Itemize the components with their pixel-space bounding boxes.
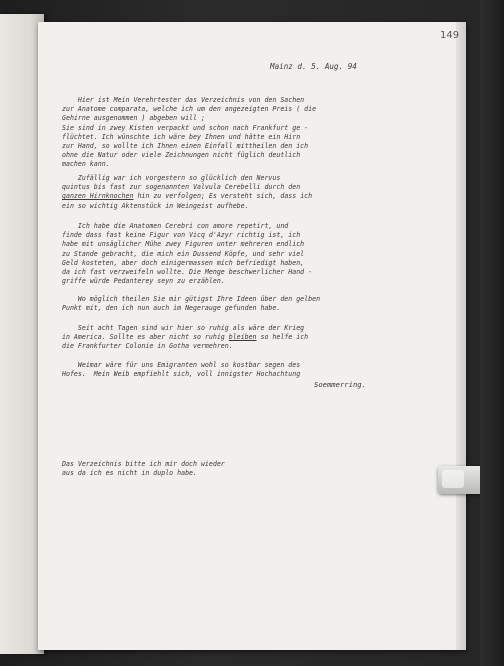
paragraph-6 <box>62 361 422 379</box>
text-segment: aus da ich es nicht in duplo habe. <box>62 469 197 478</box>
text-line <box>62 370 422 379</box>
text-segment: finde dass fast keine Figur von Vicq d'Azyr richtig ist, ich <box>62 231 301 240</box>
text-segment: die Frankfurter Colonie in Gotha vermehren. <box>62 342 233 351</box>
text-line <box>62 142 422 151</box>
text-segment: Seit acht Tagen sind wir hier so ruhig als wäre der Krieg <box>62 324 305 332</box>
paragraph-2 <box>62 174 422 211</box>
signature: Soemmerring. <box>314 380 366 389</box>
text-segment: Hofes. Mein Weib empfiehlt sich, voll innigster Hochachtung <box>62 370 301 379</box>
paragraph-4 <box>62 295 422 313</box>
text-segment: da ich fast verzweifeln wollte. Die Menge beschwerlicher Hand - <box>62 268 313 277</box>
text-segment: zur Anatome comparata, welche ich um den angezeigten Preis ( die <box>62 105 317 114</box>
text-line <box>62 324 422 333</box>
paragraph-1 <box>62 96 422 170</box>
text-line <box>62 361 422 370</box>
text-line <box>62 240 422 249</box>
text-segment: Geld kosteten, aber doch einigermassen mich befriedigt haben, <box>62 258 305 267</box>
letter-page <box>38 22 466 650</box>
text-segment: Weimar wäre für uns Emigranten wohl so kostbar segen des <box>62 361 301 369</box>
text-segment: habe mit unsäglicher Mühe zwey Figuren unter mehreren endlich <box>62 240 305 249</box>
text-segment: hin zu verfolgen; Es versteht sich, dass ich <box>133 192 313 201</box>
text-line <box>62 133 422 142</box>
text-segment: Gehirne ausgenommen ) abgeben will ; <box>62 114 205 123</box>
text-line <box>62 96 422 105</box>
text-line <box>62 192 422 201</box>
underlined-phrase: ganzen Hirnknochen <box>62 192 134 201</box>
text-line <box>62 114 422 123</box>
dateline: Mainz d. 5. Aug. 94 <box>270 62 357 71</box>
text-segment: Wo möglich theilen Sie mir gütigst Ihre Ideen über den gelben <box>62 295 321 303</box>
text-line <box>62 231 422 240</box>
text-segment: zu Stande gebracht, die mich ein Dussend Köpfe, und sehr viel <box>62 249 305 258</box>
text-line <box>62 183 422 192</box>
page-stack-edge <box>456 22 466 650</box>
text-line <box>62 160 422 169</box>
text-segment: Zufällig war ich vorgestern so glücklich den Nervus <box>62 174 281 182</box>
text-segment: ein so wichtig Aktenstück in Weingeist aufhebe. <box>62 201 249 210</box>
paragraph-5 <box>62 324 422 352</box>
paragraph-3 <box>62 222 422 286</box>
underlined-phrase: bleiben <box>228 333 257 342</box>
text-segment: Sie sind in zwey Kisten verpackt und schon nach Frankfurt ge - <box>62 123 309 132</box>
text-segment: so helfe ich <box>256 333 309 342</box>
text-segment: machen kann. <box>62 160 110 169</box>
text-segment: quintus bis fast zur sogenannten Valvula Cerebelli durch den <box>62 183 301 192</box>
text-segment: in America. Sollte es aber nicht so ruhig <box>62 333 229 342</box>
text-line <box>62 277 422 286</box>
text-line <box>62 105 422 114</box>
text-segment: zur Hand, so wollte ich Ihnen einen Einfall mittheilen den ich <box>62 142 309 151</box>
text-line <box>62 151 422 160</box>
text-line <box>62 202 422 211</box>
text-segment: flüchtet. Ich wünschte ich wäre bey Ihnen und hätte ein Hirn <box>62 132 301 141</box>
text-line <box>62 469 422 478</box>
text-line <box>62 222 422 231</box>
text-line <box>62 259 422 268</box>
text-segment: Punkt mit, den ich nun auch im Negerauge gefunden habe. <box>62 304 281 313</box>
text-line <box>62 174 422 183</box>
text-line <box>62 250 422 259</box>
text-segment: Hier ist Mein Verehrtester das Verzeichnis von den Sachen <box>62 96 305 104</box>
text-segment: griffe würde Pedanterey seyn zu erzählen. <box>62 277 225 286</box>
text-line <box>62 304 422 313</box>
text-line <box>62 268 422 277</box>
text-line <box>62 342 422 351</box>
text-line <box>62 295 422 304</box>
postscript <box>62 460 422 478</box>
text-segment: Das Verzeichnis bitte ich mir doch wieder <box>62 460 225 468</box>
text-line <box>62 124 422 133</box>
text-line <box>62 460 422 469</box>
text-segment: Ich habe die Anatomen Cerebri con amore repetirt, und <box>62 222 289 230</box>
text-segment: ohne die Natur oder viele Zeichnungen nicht füglich deutlich <box>62 151 301 160</box>
folio-number: 149 <box>440 30 460 41</box>
scanner-right-strip <box>480 0 504 666</box>
text-line <box>62 333 422 342</box>
tab-highlight <box>442 470 464 488</box>
